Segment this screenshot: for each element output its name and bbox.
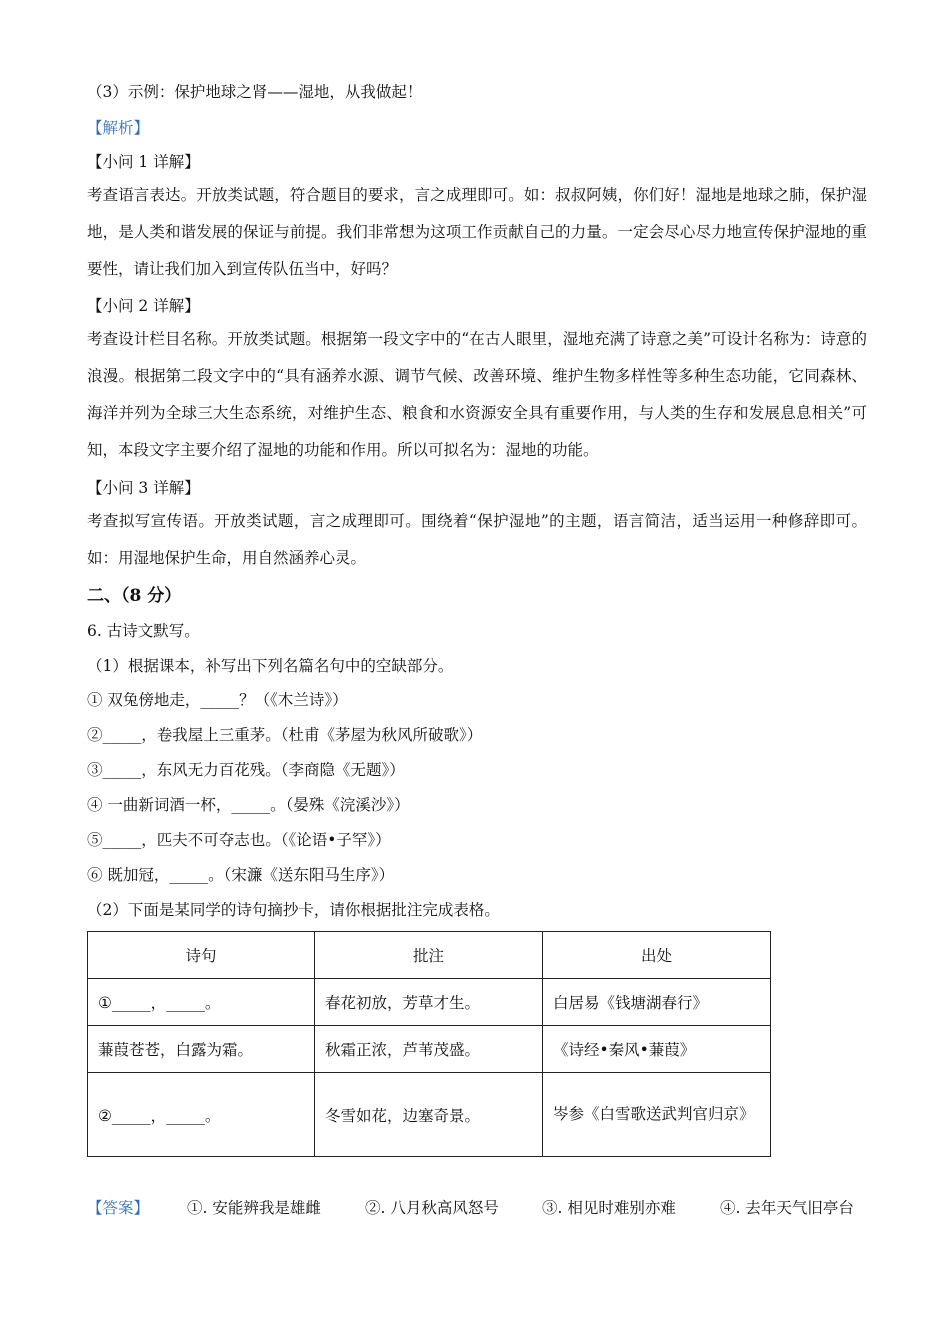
table-row xyxy=(88,1073,771,1157)
sub1-text: 考查语言表达。开放类试题，符合题目的要求，言之成理即可。如：叔叔阿姨，你们好！湿地是地球之肺，保护湿地，是人类和谐发展的保证与前提。我们非常想为这项工作贡献自己的力量。一定会尽心尽力地宣传保护湿地的重要性，请让我们加入到宣传队伍当中，好吗？ xyxy=(87,186,867,278)
table-cell: 冬雪如花，边塞奇景。 xyxy=(315,1073,543,1157)
q6-item: ⑤_____，匹夫不可夺志也。（《论语•子罕》） xyxy=(87,831,391,849)
answer-item: ①. 安能辨我是雄雌 xyxy=(187,1199,321,1217)
table-cell: 白居易《钱塘湖春行》 xyxy=(543,979,771,1026)
table-row xyxy=(88,979,771,1026)
answer-item: ②. 八月秋高风怒号 xyxy=(365,1199,499,1217)
q3-example: （3）示例：保护地球之肾——湿地，从我做起！ xyxy=(87,83,423,101)
sub2-heading: 【小问 2 详解】 xyxy=(87,297,200,315)
section-heading: 二、（8 分） xyxy=(87,586,182,606)
table-cell: 岑参《白雪歌送武判官归京》 xyxy=(543,1073,771,1157)
table-cell: ①_____，_____。 xyxy=(88,979,315,1026)
q6-part1: （1）根据课本，补写出下列名篇名句中的空缺部分。 xyxy=(87,657,454,675)
poem-card-table xyxy=(87,931,771,1157)
q6-item: ① 双兔傍地走，_____？（《木兰诗》） xyxy=(87,691,348,709)
sub2-text: 考查设计栏目名称。开放类试题。根据第一段文字中的“在古人眼里，湿地充满了诗意之美”可设计名称为：诗意的浪漫。根据第二段文字中的“具有涵养水源、调节气候、改善环境、维护生物多样性等多种生态功能，它同森林、海洋并列为全球三大生态系统，对维护生态、粮食和水资源安全具有重要作用，与人类的生存和发展息息相关”可知，本段文字主要介绍了湿地的功能和作用。所以可拟名为：湿地的功能。 xyxy=(87,330,867,459)
table-cell: 蒹葭苍苍，白露为霜。 xyxy=(88,1026,315,1073)
q6-item: ⑥ 既加冠，_____。（宋濂《送东阳马生序》） xyxy=(87,866,395,884)
table-cell: 《诗经•秦风•蒹葭》 xyxy=(543,1026,771,1073)
q6-item: ②_____，卷我屋上三重茅。（杜甫《茅屋为秋风所破歌》） xyxy=(87,726,483,744)
table-header-row xyxy=(88,932,771,979)
analysis-label: 【解析】 xyxy=(87,119,150,137)
answer-label: 【答案】 xyxy=(87,1199,150,1217)
table-cell: ②_____，_____。 xyxy=(88,1073,315,1157)
q6-part2: （2）下面是某同学的诗句摘抄卡，请你根据批注完成表格。 xyxy=(87,901,500,919)
table-row xyxy=(88,1026,771,1073)
table-header-cell: 出处 xyxy=(543,932,771,979)
table-cell: 秋霜正浓，芦苇茂盛。 xyxy=(315,1026,543,1073)
sub1-heading: 【小问 1 详解】 xyxy=(87,153,200,171)
table-cell: 春花初放，芳草才生。 xyxy=(315,979,543,1026)
table-header-cell: 诗句 xyxy=(88,932,315,979)
q6-item: ③_____，东风无力百花残。（李商隐《无题》） xyxy=(87,761,405,779)
sub3-heading: 【小问 3 详解】 xyxy=(87,479,200,497)
q6-title: 6. 古诗文默写。 xyxy=(87,622,200,640)
table-header-cell: 批注 xyxy=(315,932,543,979)
answer-item: ③. 相见时难别亦难 xyxy=(542,1199,676,1217)
q6-item: ④ 一曲新词酒一杯，_____。（晏殊《浣溪沙》） xyxy=(87,796,410,814)
sub3-text: 考查拟写宣传语。开放类试题，言之成理即可。围绕着“保护湿地”的主题，语言简洁，适当运用一种修辞即可。如：用湿地保护生命，用自然涵养心灵。 xyxy=(87,512,867,567)
answer-item: ④. 去年天气旧亭台 xyxy=(720,1199,854,1217)
